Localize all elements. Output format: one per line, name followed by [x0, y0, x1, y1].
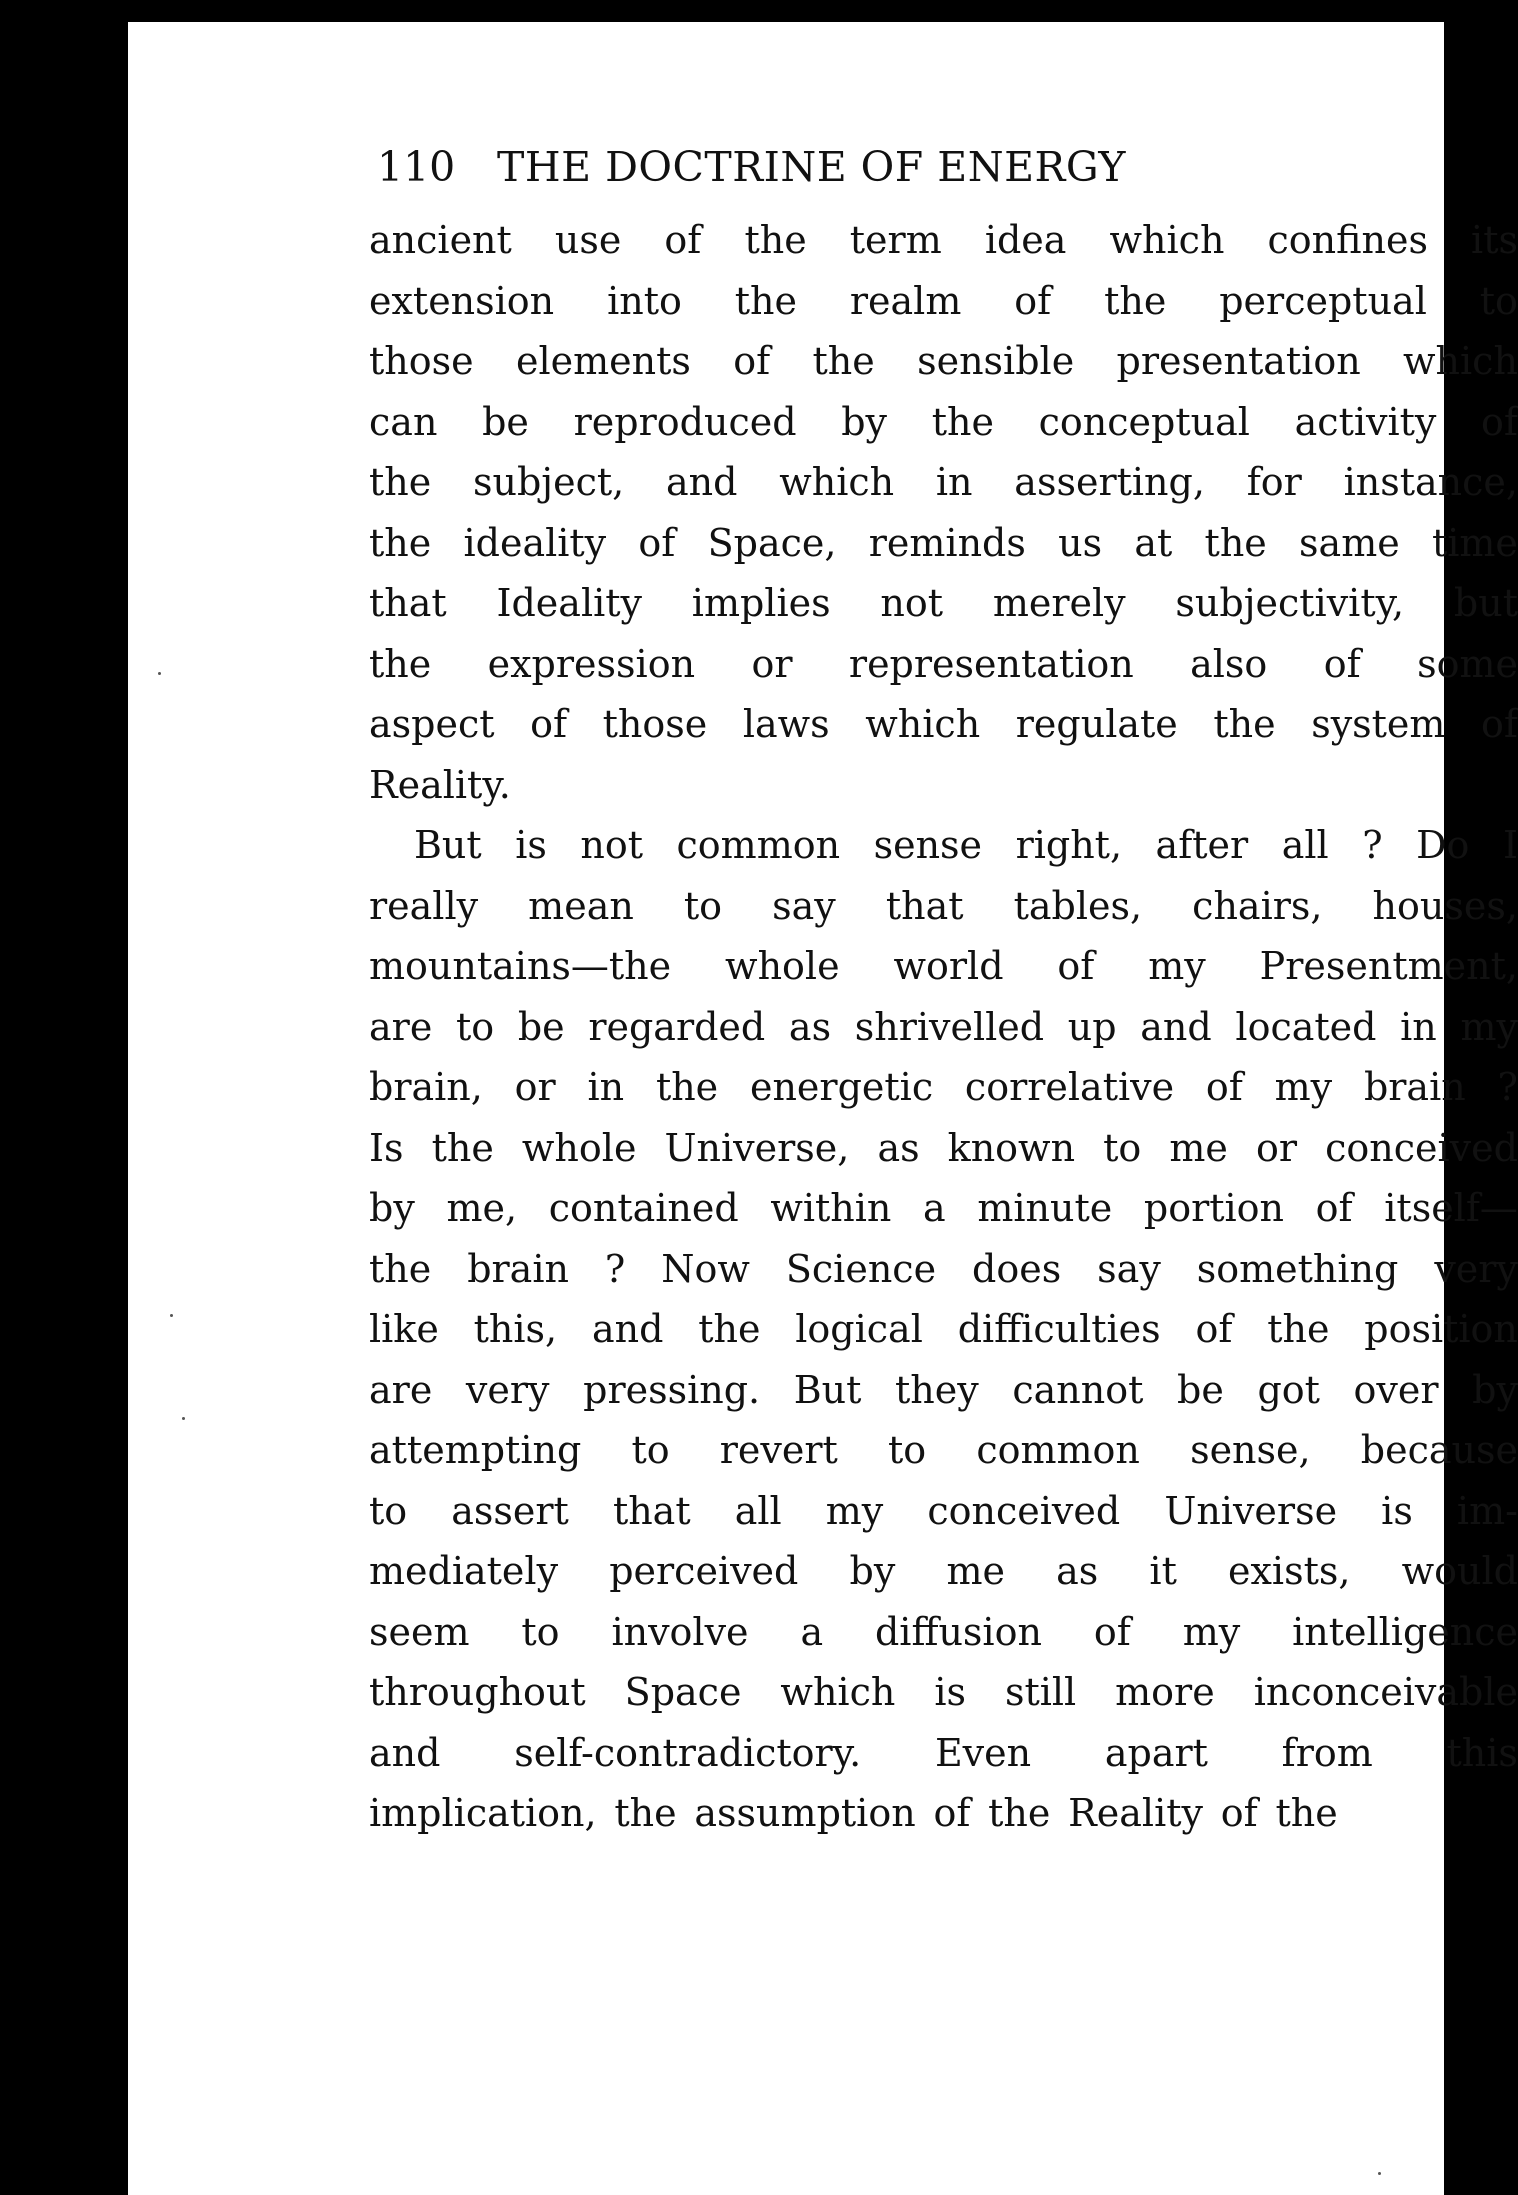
text-line: attempting to revert to common sense, because	[369, 1428, 1518, 1472]
text-line: mediately perceived by me as it exists, would	[369, 1549, 1518, 1593]
text-line: Is the whole Universe, as known to me or conceived	[369, 1125, 1518, 1170]
paper-speck	[158, 672, 161, 675]
paragraph	[369, 210, 1518, 815]
text-line: the ideality of Space, reminds us at the same time	[369, 520, 1518, 565]
text-line: Reality.	[369, 762, 511, 807]
text-line: But is not common sense right, after all ? Do I	[414, 823, 1518, 867]
text-line: throughout Space which is still more inconceivable	[369, 1670, 1518, 1714]
text-line: the subject, and which in asserting, for instance,	[369, 460, 1518, 504]
text-line: the brain ? Now Science does say something very	[369, 1246, 1518, 1291]
page-number: 110	[377, 143, 456, 191]
text-line: the expression or representation also of some	[369, 641, 1518, 686]
text-line: extension into the realm of the perceptual to	[369, 278, 1518, 323]
text-line: by me, contained within a minute portion of itself—	[369, 1186, 1518, 1230]
text-line: those elements of the sensible presentation which	[369, 339, 1518, 383]
paragraph	[369, 815, 1518, 1844]
text-line: seem to involve a diffusion of my intelligence	[369, 1609, 1518, 1654]
text-line: like this, and the logical difficulties of the position	[369, 1307, 1518, 1351]
text-line: implication, the assumption of the Reality of the	[369, 1791, 1338, 1835]
running-title: THE DOCTRINE OF ENERGY	[497, 143, 1126, 191]
page-content	[369, 142, 1518, 1844]
text-line: that Ideality implies not merely subjectivity, but	[369, 581, 1518, 625]
paper-speck	[182, 1417, 185, 1420]
text-line: ancient use of the term idea which confines its	[369, 218, 1518, 262]
paper-speck	[170, 1314, 173, 1317]
running-header	[369, 142, 1518, 192]
text-line: to assert that all my conceived Universe is im-	[369, 1488, 1518, 1533]
body-text	[369, 210, 1518, 1844]
text-line: are very pressing. But they cannot be got over by	[369, 1367, 1518, 1412]
paper-speck	[1378, 2172, 1381, 2175]
text-line: brain, or in the energetic correlative of my brain ?	[369, 1065, 1518, 1109]
text-line: aspect of those laws which regulate the system of	[369, 702, 1518, 746]
book-page	[128, 22, 1518, 2195]
text-line: mountains—the whole world of my Presentment,	[369, 944, 1518, 988]
text-line: can be reproduced by the conceptual activity of	[369, 399, 1518, 444]
text-line: and self-contradictory. Even apart from this	[369, 1730, 1518, 1775]
text-line: are to be regarded as shrivelled up and located in my	[369, 1004, 1518, 1049]
text-line: really mean to say that tables, chairs, houses,	[369, 883, 1518, 928]
